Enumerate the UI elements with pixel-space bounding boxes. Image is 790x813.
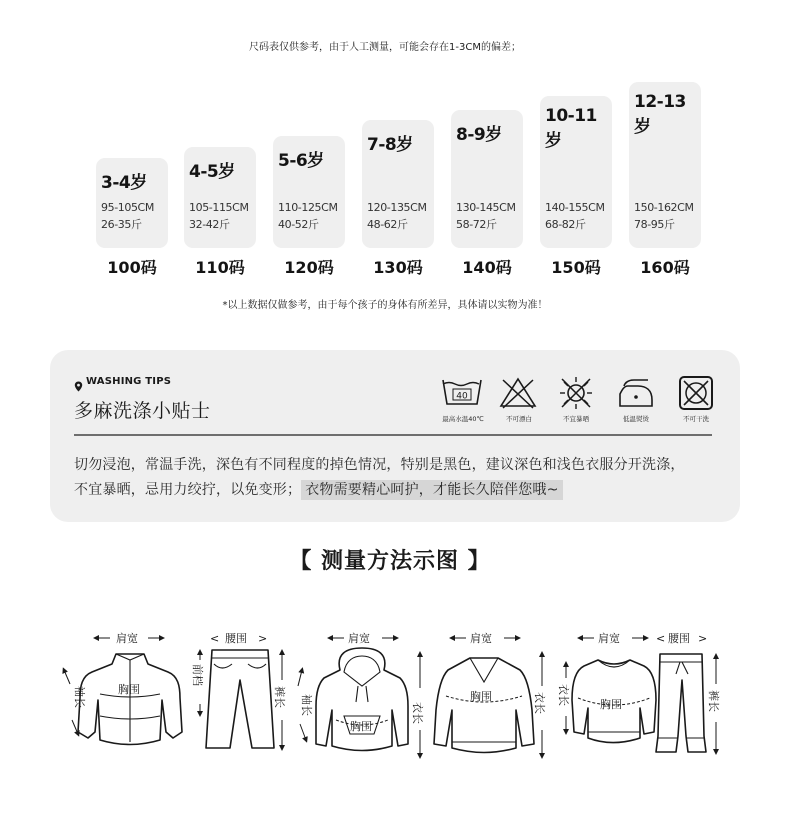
pants-rise-label: 前档 [191,664,204,686]
sweatshirt-chest-label: 胸围 [600,698,622,711]
size-card-height: 130-145CM [456,201,516,214]
measurement-diagram [0,620,790,770]
pants-waist-bracket-right: > [258,632,268,645]
jacket-chest-label: 胸围 [118,683,140,696]
sweater-illustration [434,631,546,756]
jacket-illustration [64,631,182,745]
size-card-height: 105-115CM [189,201,249,214]
jacket-sleeve-label: 袖长 [73,686,86,708]
size-card [96,158,168,248]
joggers-waist-bracket-left: < [656,632,666,645]
size-card-weight: 26-35斤 [101,218,142,231]
sweatshirt-shoulder-label: 肩宽 [598,632,620,645]
care-label-no-dry-clean: 不可干洗 [683,415,709,423]
size-card-age: 7-8岁 [367,135,413,155]
care-label-no-bleach: 不可漂白 [506,415,532,423]
size-card [451,110,523,248]
size-card-height: 120-135CM [367,201,427,214]
size-card-age: 8-9岁 [456,125,502,145]
location-pin-icon [74,377,83,396]
size-label: 140码 [462,258,512,277]
care-label-wash-temp: 最高水温40℃ [442,415,484,423]
size-card-age: 10-11岁 [545,106,597,151]
size-label: 130码 [373,258,423,277]
size-card-weight: 48-62斤 [367,218,408,231]
size-chart-note-bottom: *以上数据仅做参考，由于每个孩子的身体有所差异，具体请以实物为准！ [222,300,548,311]
size-label: 110码 [195,258,245,277]
pants-waist-bracket-left: < [210,632,220,645]
size-card-age: 4-5岁 [189,162,235,182]
size-label: 100码 [107,258,157,277]
pants-length-label: 裤长 [273,686,286,708]
sweatshirt-illustration [557,631,656,743]
size-card [184,147,256,248]
low-iron-icon [614,376,658,410]
size-card-age: 5-6岁 [278,151,324,171]
size-label: 120码 [284,258,334,277]
measurement-title: 【 测量方法示图 】 [289,549,491,574]
size-card-weight: 78-95斤 [634,218,675,231]
washing-tips-title: 多麻洗涤小贴士 [74,400,211,422]
size-card [362,120,434,248]
hoodie-shoulder-label: 肩宽 [348,632,370,645]
size-card [540,96,612,248]
washing-divider [74,434,712,436]
size-card-weight: 32-42斤 [189,218,230,231]
washing-text-highlight: 衣物需要精心呵护，才能长久陪伴您哦~ [301,480,562,500]
washing-text-line-1: 切勿浸泡，常温手洗，深色有不同程度的掉色情况，特别是黑色，建议深色和浅色衣服分开洗涤， [74,457,685,473]
joggers-waist-label: 腰围 [668,632,690,645]
size-card-height: 140-155CM [545,201,605,214]
size-card-age: 3-4岁 [101,173,147,193]
hoodie-illustration [298,631,424,756]
size-label: 150码 [551,258,601,277]
size-card-height: 150-162CM [634,201,694,214]
sweatshirt-length-label: 衣长 [557,684,570,706]
hoodie-sleeve-label: 袖长 [300,694,313,716]
jacket-shoulder-label: 肩宽 [116,632,138,645]
sweater-length-label: 衣长 [533,692,546,714]
care-label-no-sun: 不宜暴晒 [563,415,589,423]
size-card-height: 110-125CM [278,201,338,214]
no-sun-dry-icon [554,376,598,410]
size-card-weight: 68-82斤 [545,218,586,231]
joggers-illustration [656,632,721,752]
care-label-low-iron: 低温熨烫 [623,415,649,423]
sweater-chest-label: 胸围 [470,690,492,703]
size-card-weight: 58-72斤 [456,218,497,231]
wash-temp-label: 40 [456,391,468,402]
joggers-waist-bracket-right: > [698,632,708,645]
size-card [273,136,345,248]
hoodie-length-label: 衣长 [411,702,424,724]
size-card [629,82,701,248]
no-tumble-dry-icon [674,376,718,410]
washing-text-line-2 [74,479,724,499]
size-label: 160码 [640,258,690,277]
sweater-shoulder-label: 肩宽 [470,632,492,645]
pants-illustration [191,632,287,748]
washing-text-plain: 不宜暴晒，忌用力绞拧，以免变形； [74,482,302,498]
no-bleach-icon [497,376,541,410]
size-chart-note-top: 尺码表仅供参考，由于人工测量，可能会存在1-3CM的偏差； [249,42,521,53]
size-card-age: 12-13岁 [634,92,686,137]
hoodie-chest-label: 胸围 [350,720,372,733]
joggers-length-label: 裤长 [707,690,720,712]
size-card-height: 95-105CM [101,201,154,214]
pants-waist-label: 腰围 [225,632,247,645]
wash-40-icon [441,376,485,410]
washing-tips-tag: WASHING TIPS [86,376,172,387]
size-card-weight: 40-52斤 [278,218,319,231]
